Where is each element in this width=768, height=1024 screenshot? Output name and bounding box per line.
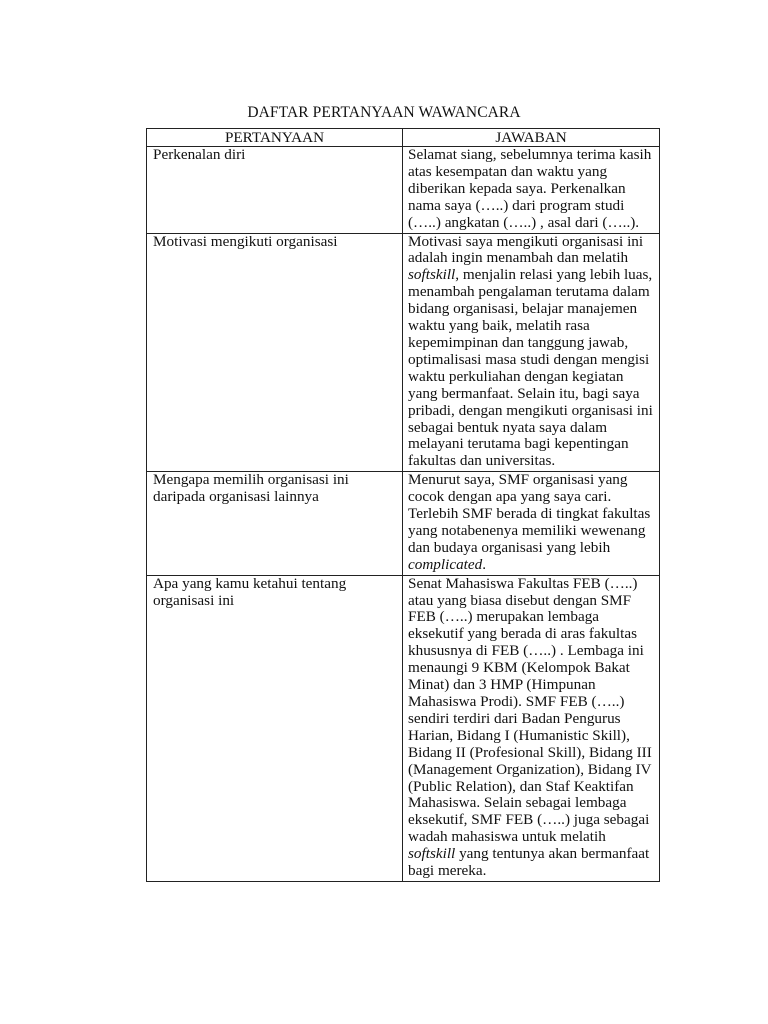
header-answer: JAWABAN: [403, 129, 660, 147]
table-row: [147, 472, 660, 575]
answer-cell: [403, 147, 660, 234]
answer-cell: [403, 233, 660, 472]
answer-emphasis: softskill: [408, 266, 456, 284]
document-title: DAFTAR PERTANYAAN WAWANCARA: [247, 104, 521, 121]
answer-text: Menurut saya, SMF organisasi yang cocok dengan apa yang saya cari. Terlebih SMF berada di tingkat fakultas yang notabenenya memiliki wewenang dan budaya organisasi yang lebih: [408, 471, 651, 556]
table-row: [147, 233, 660, 472]
answer-cell: [403, 575, 660, 881]
question-cell: Perkenalan diri: [147, 147, 403, 234]
answer-text-continued: .: [482, 555, 487, 573]
table-row: [147, 575, 660, 881]
table-row: [147, 147, 660, 234]
answer-text: Motivasi saya mengikuti organisasi ini adalah ingin menambah dan melatih: [408, 232, 644, 267]
answer-emphasis: softskill: [408, 845, 456, 863]
table-header-row: [147, 129, 660, 147]
question-cell: Mengapa memilih organisasi ini daripada organisasi lainnya: [147, 472, 403, 575]
answer-text: Selamat siang, sebelumnya terima kasih atas kesempatan dan waktu yang diberikan kepada saya. Perkenalkan nama saya (…..) dari program studi (…..) angkatan (…..) , asal dari (…..).: [408, 146, 652, 231]
question-cell: Apa yang kamu ketahui tentang organisasi ini: [147, 575, 403, 881]
answer-text: Senat Mahasiswa Fakultas FEB (…..) atau yang biasa disebut dengan SMF FEB (…..) merupakan lembaga eksekutif yang berada di aras fakultas khususnya di FEB (…..) . Lembaga ini menaungi 9 KBM (Kelompok Bakat Minat) dan 3 HMP (Himpunan Mahasiswa Prodi). SMF FEB (…..) sendiri terdiri dari Badan Pengurus Harian, Bidang I (Humanistic Skill), Bidang II (Profesional Skill), Bidang III (Management Organization), Bidang IV (Public Relation), dan Staf Keaktifan Mahasiswa. Selain sebagai lembaga eksekutif, SMF FEB (…..) juga sebagai wadah mahasiswa untuk melatih: [408, 574, 652, 846]
interview-table: [146, 128, 660, 882]
answer-cell: [403, 472, 660, 575]
question-cell: Motivasi mengikuti organisasi: [147, 233, 403, 472]
answer-text-continued: yang tentunya akan bermanfaat bagi mereka.: [408, 845, 650, 880]
header-question: PERTANYAAN: [147, 129, 403, 147]
answer-text-continued: , menjalin relasi yang lebih luas, menambah pengalaman terutama dalam bidang organisasi, belajar manajemen waktu yang baik, melatih rasa kepemimpinan dan tanggung jawab, optimalisasi masa studi dengan mengisi waktu perkuliahan dengan kegiatan yang bermanfaat. Selain itu, bagi saya pribadi, dengan mengikuti organisasi ini sebagai bentuk nyata saya dalam melayani terutama bagi kepentingan fakultas dan universitas.: [408, 266, 653, 470]
answer-emphasis: complicated: [408, 555, 483, 573]
